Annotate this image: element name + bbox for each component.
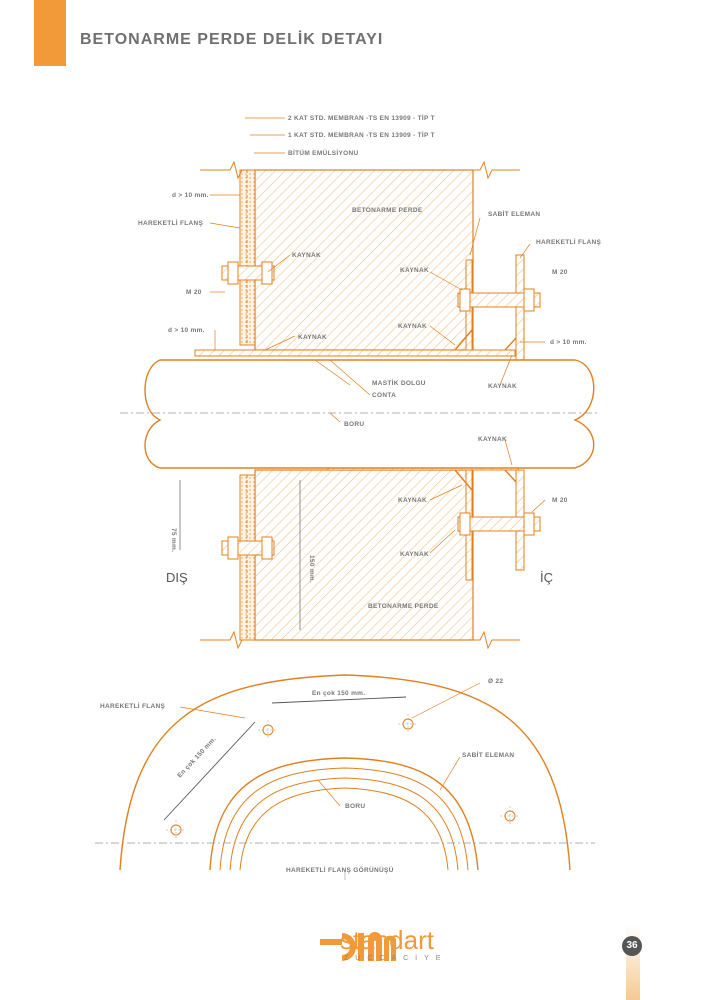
wall-upper (255, 170, 473, 350)
label-kaynak-right1: KAYNAK (488, 383, 518, 390)
label-kaynak-left1: KAYNAK (292, 252, 322, 259)
brand-name: standart (340, 925, 434, 955)
label-conta: CONTA (372, 392, 397, 399)
label-membrane2: 2 KAT STD. MEMBRAN -TS EN 13909 - TİP T (288, 115, 435, 122)
label-boru-plan: BORU (345, 803, 366, 810)
label-ic: İÇ (540, 570, 553, 585)
label-sabit-plan: SABİT ELEMAN (462, 752, 515, 759)
label-sabit-top: SABİT ELEMAN (488, 211, 541, 218)
brand-subtitle: ZÜCCACİYE (344, 955, 448, 962)
label-betonarme-top: BETONARME PERDE (352, 207, 423, 214)
label-hareketli-plan: HAREKETLİ FLANŞ (100, 703, 166, 710)
label-kaynak-mid2: KAYNAK (398, 323, 428, 330)
label-d22: Ø 22 (488, 678, 504, 685)
label-plan-title: HAREKETLİ FLANŞ GÖRÜNÜŞÜ (286, 867, 394, 874)
page-title: BETONARME PERDE DELİK DETAYI (80, 31, 384, 48)
pipe (145, 360, 594, 468)
label-dis: DIŞ (166, 570, 188, 585)
label-hareketli-right: HAREKETLİ FLANŞ (536, 239, 602, 246)
label-dim150: 150 mm. (308, 555, 315, 584)
label-boru: BORU (344, 421, 365, 428)
label-kaynak-mid4: KAYNAK (400, 551, 430, 558)
label-encok-top: En çok 150 mm. (312, 690, 366, 697)
label-encok-diag: En çok 150 mm. (176, 735, 218, 780)
label-hareketli-top: HAREKETLİ FLANŞ (138, 220, 204, 227)
label-dim75: 75 mm. (170, 528, 177, 553)
label-d10-top: d > 10 mm. (172, 192, 209, 199)
label-betonarme-bottom: BETONARME PERDE (368, 603, 439, 610)
label-kaynak-left2: KAYNAK (298, 334, 328, 341)
label-m20-right-bottom: M 20 (552, 497, 568, 504)
label-kaynak-right2: KAYNAK (478, 436, 508, 443)
label-kaynak-mid3: KAYNAK (398, 497, 428, 504)
flange-inner-arc (210, 758, 478, 870)
label-mastik: MASTİK DOLGU (372, 380, 426, 387)
label-bitum: BİTÜM EMÜLSİYONU (288, 150, 359, 157)
label-m20-right-top: M 20 (552, 269, 568, 276)
label-m20-left: M 20 (186, 289, 202, 296)
page-number: 36 (622, 936, 642, 956)
label-kaynak-mid1: KAYNAK (400, 267, 430, 274)
label-d10-right: d > 10 mm. (550, 339, 587, 346)
label-d10-left: d > 10 mm. (168, 327, 205, 334)
label-membrane1: 1 KAT STD. MEMBRAN -TS EN 13909 - TİP T (288, 132, 435, 139)
